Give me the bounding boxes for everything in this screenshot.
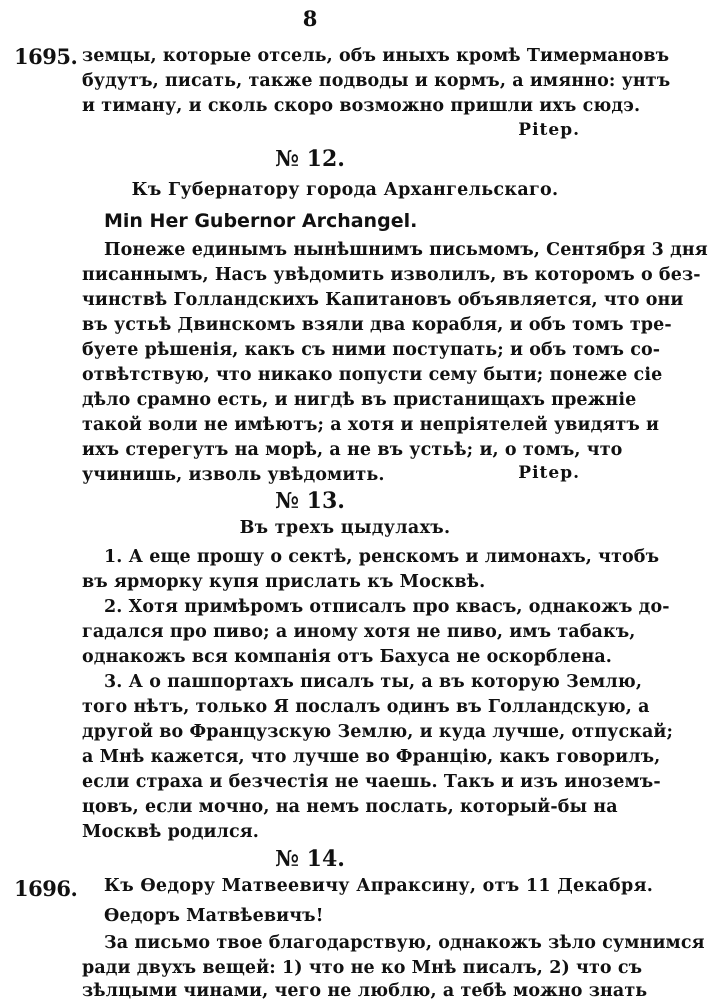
text-line: отвѣтствую, что никако попусти сему быти; понеже сіе	[82, 365, 663, 385]
salutation: Min Her Gubernor Archangel.	[104, 210, 418, 232]
text-line: Москвѣ родился.	[82, 822, 259, 842]
text-line: чинствѣ Голландскихъ Капитановъ объявляется, что они	[82, 290, 684, 310]
text-line: если страха и безчестія не чаешь. Такъ и изъ иноземъ-	[82, 772, 661, 792]
letter-number: № 14.	[275, 846, 345, 872]
letter-title: Къ Губернатору города Архангельскаго.	[131, 180, 559, 200]
text-line: а Мнѣ кажется, что лучше во Францію, какъ говорилъ,	[82, 747, 661, 767]
text-line: другой во Французскую Землю, и куда лучше, отпускай;	[82, 722, 674, 742]
text-line: ихъ стерегутъ на морѣ, а не въ устьѣ; и, о томъ, что	[82, 440, 623, 460]
signature: Pitep.	[518, 120, 580, 140]
letter-number: № 13.	[275, 488, 345, 514]
text-line: цовъ, если мочно, на немъ послать, который-бы на	[82, 797, 618, 817]
letter-title: Въ трехъ цыдулахъ.	[239, 518, 451, 538]
text-line: такой воли не имѣютъ; а хотя и непріятелей увидятъ и	[82, 415, 660, 435]
text-line: того нѣтъ, только Я послалъ одинъ въ Голландскую, а	[82, 697, 650, 717]
text-line: въ устьѣ Двинскомъ взяли два корабля, и объ томъ тре-	[82, 315, 672, 335]
text-line: писаннымъ, Насъ увѣдомить изволилъ, въ которомъ о без-	[82, 265, 701, 285]
text-line: въ ярморку купя прислать къ Москвѣ.	[82, 572, 486, 592]
text-line: ради двухъ вещей: 1) что не ко Мнѣ писалъ, 2) что съ	[82, 958, 643, 978]
text-line: 2. Хотя примѣромъ отписалъ про квасъ, однакожъ до-	[104, 597, 670, 617]
year-marker-1696: 1696.	[14, 876, 78, 901]
text-line: гадался про пиво; а иному хотя не пиво, имъ табакъ,	[82, 622, 636, 642]
text-line: 3. А о пашпортахъ писалъ ты, а въ которую Землю,	[104, 672, 643, 692]
text-line: зѣлцыми чинами, чего не люблю, а тебѣ можно знать	[82, 981, 648, 1001]
text-line: буете рѣшенія, какъ съ ними поступать; и объ томъ со-	[82, 340, 661, 360]
text-line: земцы, которые отсель, объ иныхъ кромѣ Тимермановъ	[82, 46, 670, 66]
signature: Pitep.	[518, 463, 580, 483]
text-line: дѣло срамно есть, и нигдѣ въ пристанищахъ прежніе	[82, 390, 637, 410]
text-line: и тиману, и сколь скоро возможно пришли ихъ сюдэ.	[82, 96, 641, 116]
text-line: учинишь, изволь увѣдомить.	[82, 465, 385, 485]
letter-number: № 12.	[275, 146, 345, 172]
text-line: 1. А еще прошу о сектѣ, ренскомъ и лимонахъ, чтобъ	[104, 547, 660, 567]
salutation: Ѳедоръ Матвѣевичъ!	[104, 906, 324, 926]
letter-title: Къ Ѳедору Матвеевичу Апраксину, отъ 11 Декабря.	[104, 876, 654, 896]
text-line: будутъ, писать, также подводы и кормъ, а имянно: унтъ	[82, 71, 671, 91]
text-line: однакожъ вся компанія отъ Бахуса не оскорблена.	[82, 647, 612, 667]
text-line: За письмо твое благодарствую, однакожъ зѣло сумнимся	[104, 933, 705, 953]
year-marker-1695: 1695.	[14, 44, 78, 69]
text-line: Понеже единымъ нынѣшнимъ письмомъ, Сентября 3 дня	[104, 240, 708, 260]
page-number: 8	[302, 6, 318, 31]
